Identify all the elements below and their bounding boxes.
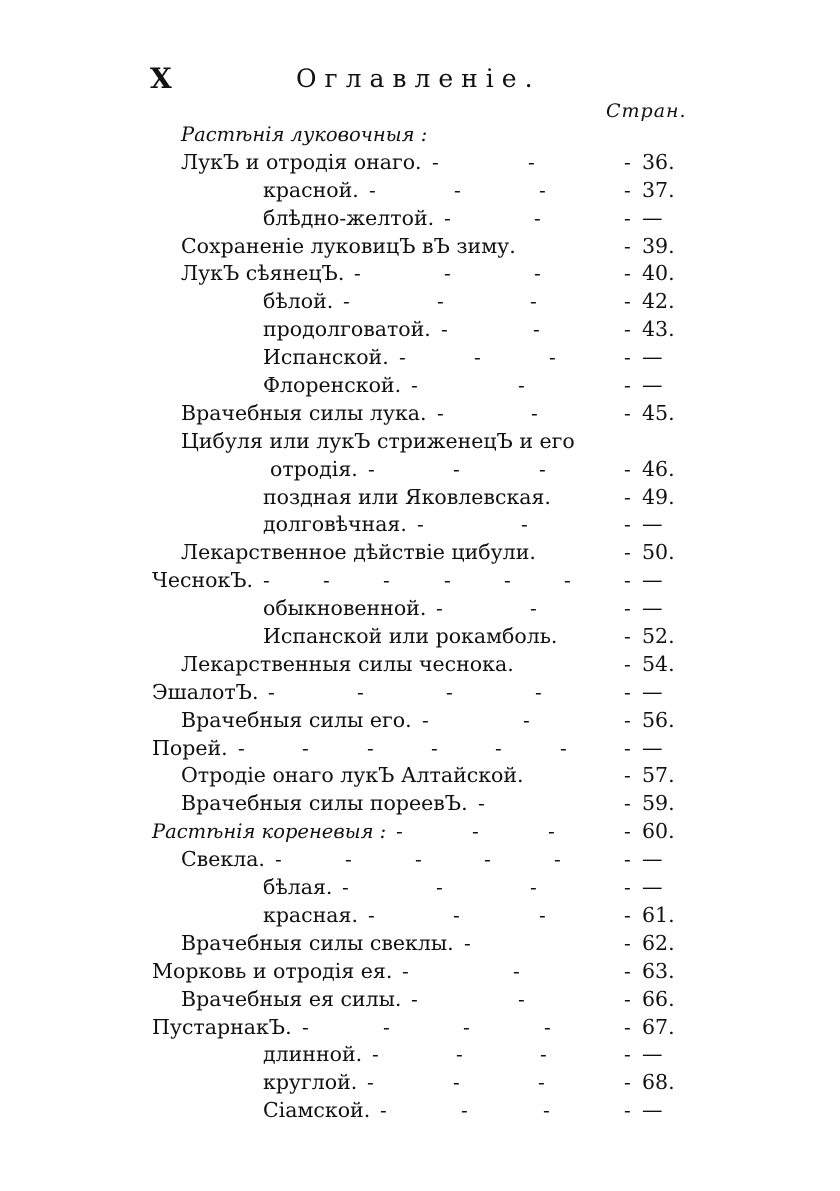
leader-dash: - (624, 875, 631, 900)
leader-dash: - (453, 902, 460, 927)
toc-entry-page: 36. (642, 149, 675, 174)
leader-dash: - (530, 289, 537, 314)
toc-entry-label: Порей. (152, 735, 228, 760)
toc-entry-page: — (642, 735, 663, 760)
leader-dash: - (444, 261, 451, 286)
leader-dash: - (624, 317, 631, 342)
toc-entry-label: блѣдно-желтой. (263, 205, 435, 230)
toc-entry-label: Сіамской. (263, 1098, 371, 1123)
toc-entry-label: Растѣнія кореневыя : (152, 820, 387, 844)
toc-entry-page: 52. (642, 624, 675, 649)
toc-entry-label: обыкновенной. (263, 596, 427, 621)
toc-entry (0, 930, 840, 958)
leader-dash: - (528, 149, 535, 174)
toc-entry-label: Врачебныя ея силы. (181, 986, 402, 1011)
leader-dash: - (302, 1014, 309, 1039)
page-header (0, 62, 840, 102)
toc-entry (0, 1041, 840, 1069)
toc-entry-page: — (642, 847, 663, 872)
toc-entry-page: 45. (642, 400, 675, 425)
toc-entry-label: долговѣчная. (263, 512, 407, 537)
leader-dash: - (415, 847, 422, 872)
leader-dash: - (268, 679, 275, 704)
leader-dash: - (624, 930, 631, 955)
toc-entry-label: Цибуля или лукЪ стриженецЪ и его (181, 428, 575, 453)
leader-dash: - (624, 958, 631, 983)
leader-dash: - (238, 735, 245, 760)
toc-entry-label: ЛукЪ и отродія онаго. (181, 149, 422, 174)
leader-dash: - (518, 986, 525, 1011)
toc-entry-label: Врачебныя силы лука. (181, 400, 427, 425)
toc-entry-label: продолговатой. (263, 317, 431, 342)
leader-dash: - (624, 735, 631, 760)
leader-dash: - (478, 791, 485, 816)
leader-dash: - (444, 205, 451, 230)
toc-entry-page: — (642, 679, 663, 704)
toc-entry-page: — (642, 875, 663, 900)
toc-entry-page: — (642, 373, 663, 398)
leader-dash: - (484, 847, 491, 872)
toc-entry-label: ЛукЪ сѣянецЪ. (181, 261, 345, 286)
toc-entry (0, 595, 840, 623)
leader-dash: - (454, 177, 461, 202)
toc-entry (0, 567, 840, 595)
leader-dash: - (368, 456, 375, 481)
toc-entry-page: 63. (642, 958, 675, 983)
leader-dash: - (560, 735, 567, 760)
toc-entry (0, 707, 840, 735)
toc-entry (0, 511, 840, 539)
toc-entry-label: Испанской. (263, 345, 389, 370)
leader-dash: - (534, 205, 541, 230)
toc-entry-label: бѣлой. (263, 289, 334, 314)
leader-dash: - (624, 1014, 631, 1039)
toc-entry (0, 288, 840, 316)
leader-dash: - (624, 456, 631, 481)
leader-dash: - (275, 847, 282, 872)
toc-entry-page: — (642, 205, 663, 230)
leader-dash: - (624, 373, 631, 398)
leader-dash: - (539, 902, 546, 927)
leader-dash: - (624, 289, 631, 314)
leader-dash: - (624, 763, 631, 788)
leader-dash: - (624, 149, 631, 174)
leader-dash: - (533, 317, 540, 342)
toc-entry (0, 1069, 840, 1097)
leader-dash: - (357, 679, 364, 704)
leader-dash: - (456, 1042, 463, 1067)
toc-entry (0, 177, 840, 205)
leader-dash: - (518, 373, 525, 398)
toc-entry-label: Лекарственное дѣйствіе цибули. (181, 540, 536, 565)
toc-entry (0, 846, 840, 874)
toc-entry-page: 59. (642, 791, 675, 816)
toc-entry-label: длинной. (263, 1042, 363, 1067)
toc-entry-page: 68. (642, 1070, 675, 1095)
toc-entry-page: 39. (642, 233, 675, 258)
leader-dash: - (624, 540, 631, 565)
toc-entry-page: 37. (642, 177, 675, 202)
toc-entry-page: — (642, 345, 663, 370)
leader-dash: - (396, 819, 403, 844)
toc-entry (0, 484, 840, 512)
toc-entry (0, 735, 840, 763)
page-title: Оглавленіе. (296, 64, 541, 93)
toc-entry (0, 344, 840, 372)
leader-dash: - (444, 568, 451, 593)
toc-entry (0, 205, 840, 233)
toc-entry (0, 316, 840, 344)
toc-entry-label: отродія. (270, 456, 358, 481)
toc-entry-label: Врачебныя силы его. (181, 707, 412, 732)
leader-dash: - (368, 902, 375, 927)
toc-entry-label: Врачебныя силы пореевЪ. (181, 791, 468, 816)
toc-entry-page: 67. (642, 1014, 675, 1039)
leader-dash: - (504, 568, 511, 593)
toc-entry-page: 43. (642, 317, 675, 342)
toc-entry (0, 149, 840, 177)
toc-entry-page: 49. (642, 484, 675, 509)
toc-entry-label: Растѣнія луковочныя : (181, 123, 428, 146)
toc-entry-label: Флоренской. (263, 373, 402, 398)
leader-dash: - (437, 400, 444, 425)
toc-entry-label: поздная или Яковлевская. (263, 484, 551, 509)
leader-dash: - (367, 1070, 374, 1095)
leader-dash: - (535, 679, 542, 704)
leader-dash: - (549, 345, 556, 370)
toc-entry-label: красной. (263, 177, 359, 202)
toc-entry-label: красная. (263, 902, 358, 927)
leader-dash: - (422, 707, 429, 732)
leader-dash: - (383, 1014, 390, 1039)
toc-entry (0, 539, 840, 567)
leader-dash: - (399, 345, 406, 370)
leader-dash: - (302, 735, 309, 760)
toc-entry (0, 1014, 840, 1042)
toc-entry (0, 233, 840, 261)
leader-dash: - (564, 568, 571, 593)
leader-dash: - (624, 847, 631, 872)
leader-dash: - (624, 986, 631, 1011)
toc-entry-label: Сохраненіе луковицЪ вЪ зиму. (181, 233, 516, 258)
toc-entry-label: Врачебныя силы свеклы. (181, 930, 454, 955)
leader-dash: - (446, 679, 453, 704)
leader-dash: - (432, 149, 439, 174)
toc-entry (0, 902, 840, 930)
toc-entry (0, 428, 840, 456)
leader-dash: - (343, 289, 350, 314)
leader-dash: - (624, 233, 631, 258)
toc-entry-label: бѣлая. (263, 875, 333, 900)
toc-entry (0, 762, 840, 790)
toc-entry (0, 260, 840, 288)
toc-entry-label: Лекарственныя силы чеснока. (181, 651, 514, 676)
leader-dash: - (461, 1098, 468, 1123)
leader-dash: - (411, 373, 418, 398)
leader-dash: - (624, 679, 631, 704)
leader-dash: - (548, 819, 555, 844)
leader-dash: - (383, 568, 390, 593)
leader-dash: - (521, 512, 528, 537)
toc-entry-label: Морковь и отродія ея. (152, 958, 393, 983)
toc-entry-label: ЭшалотЪ. (152, 679, 259, 704)
toc-entry-page: 57. (642, 763, 675, 788)
toc-entry (0, 874, 840, 902)
leader-dash: - (624, 819, 631, 844)
leader-dash: - (540, 1042, 547, 1067)
toc-entry (0, 679, 840, 707)
leader-dash: - (437, 289, 444, 314)
leader-dash: - (380, 1098, 387, 1123)
leader-dash: - (554, 847, 561, 872)
leader-dash: - (539, 456, 546, 481)
leader-dash: - (372, 1042, 379, 1067)
leader-dash: - (474, 345, 481, 370)
leader-dash: - (539, 177, 546, 202)
toc-entry-page: 40. (642, 261, 675, 286)
leader-dash: - (624, 345, 631, 370)
leader-dash: - (624, 1098, 631, 1123)
leader-dash: - (354, 261, 361, 286)
toc-entry-label: ПустарнакЪ. (152, 1014, 292, 1039)
toc-entry (0, 986, 840, 1014)
leader-dash: - (411, 986, 418, 1011)
leader-dash: - (624, 651, 631, 676)
toc-entry (0, 456, 840, 484)
leader-dash: - (624, 902, 631, 927)
leader-dash: - (453, 456, 460, 481)
leader-dash: - (369, 177, 376, 202)
leader-dash: - (531, 400, 538, 425)
leader-dash: - (624, 1070, 631, 1095)
toc-entry-page: 62. (642, 930, 675, 955)
toc-entry (0, 790, 840, 818)
toc-entry-page: 61. (642, 902, 675, 927)
leader-dash: - (345, 847, 352, 872)
leader-dash: - (624, 484, 631, 509)
leader-dash: - (624, 205, 631, 230)
leader-dash: - (453, 1070, 460, 1095)
toc-entry-label: Отродіе онаго лукЪ Алтайской. (181, 763, 524, 788)
leader-dash: - (543, 1098, 550, 1123)
leader-dash: - (342, 875, 349, 900)
toc-entry (0, 958, 840, 986)
leader-dash: - (402, 958, 409, 983)
toc-entry-label: Испанской или рокамболь. (263, 624, 558, 649)
leader-dash: - (530, 875, 537, 900)
toc-entry-label: круглой. (263, 1070, 358, 1095)
toc-entry (0, 121, 840, 149)
leader-dash: - (624, 261, 631, 286)
leader-dash: - (624, 707, 631, 732)
leader-dash: - (624, 512, 631, 537)
toc-entry-page: 56. (642, 707, 675, 732)
leader-dash: - (436, 875, 443, 900)
toc-entry-page: — (642, 512, 663, 537)
toc-entry-page: — (642, 1098, 663, 1123)
leader-dash: - (624, 791, 631, 816)
leader-dash: - (538, 1070, 545, 1095)
leader-dash: - (534, 261, 541, 286)
leader-dash: - (417, 512, 424, 537)
leader-dash: - (463, 1014, 470, 1039)
toc-entry (0, 651, 840, 679)
toc-entry-page: 46. (642, 456, 675, 481)
leader-dash: - (523, 707, 530, 732)
toc-entry-page: — (642, 596, 663, 621)
leader-dash: - (624, 400, 631, 425)
toc-entry-page: — (642, 568, 663, 593)
page-column-label: Стран. (606, 100, 687, 122)
leader-dash: - (495, 735, 502, 760)
leader-dash: - (544, 1014, 551, 1039)
toc-entry (0, 372, 840, 400)
toc-entry-page: 60. (642, 819, 675, 844)
toc-entry (0, 400, 840, 428)
toc-entry-page: 50. (642, 540, 675, 565)
toc-entry-label: Свекла. (181, 847, 265, 872)
leader-dash: - (624, 596, 631, 621)
leader-dash: - (530, 596, 537, 621)
leader-dash: - (624, 568, 631, 593)
leader-dash: - (513, 958, 520, 983)
leader-dash: - (624, 624, 631, 649)
leader-dash: - (441, 317, 448, 342)
toc-entry-label: ЧеснокЪ. (152, 568, 254, 593)
toc-entry-page: 54. (642, 651, 675, 676)
leader-dash: - (323, 568, 330, 593)
toc-entry-page: — (642, 1042, 663, 1067)
leader-dash: - (624, 177, 631, 202)
toc-entry (0, 623, 840, 651)
leader-dash: - (624, 1042, 631, 1067)
toc-entry (0, 818, 840, 846)
leader-dash: - (263, 568, 270, 593)
leader-dash: - (464, 930, 471, 955)
leader-dash: - (472, 819, 479, 844)
toc-entry-page: 66. (642, 986, 675, 1011)
toc-entry-page: 42. (642, 289, 675, 314)
table-of-contents (0, 121, 840, 1125)
leader-dash: - (431, 735, 438, 760)
leader-dash: - (367, 735, 374, 760)
page-number: X (150, 62, 173, 95)
leader-dash: - (436, 596, 443, 621)
toc-entry (0, 1097, 840, 1125)
